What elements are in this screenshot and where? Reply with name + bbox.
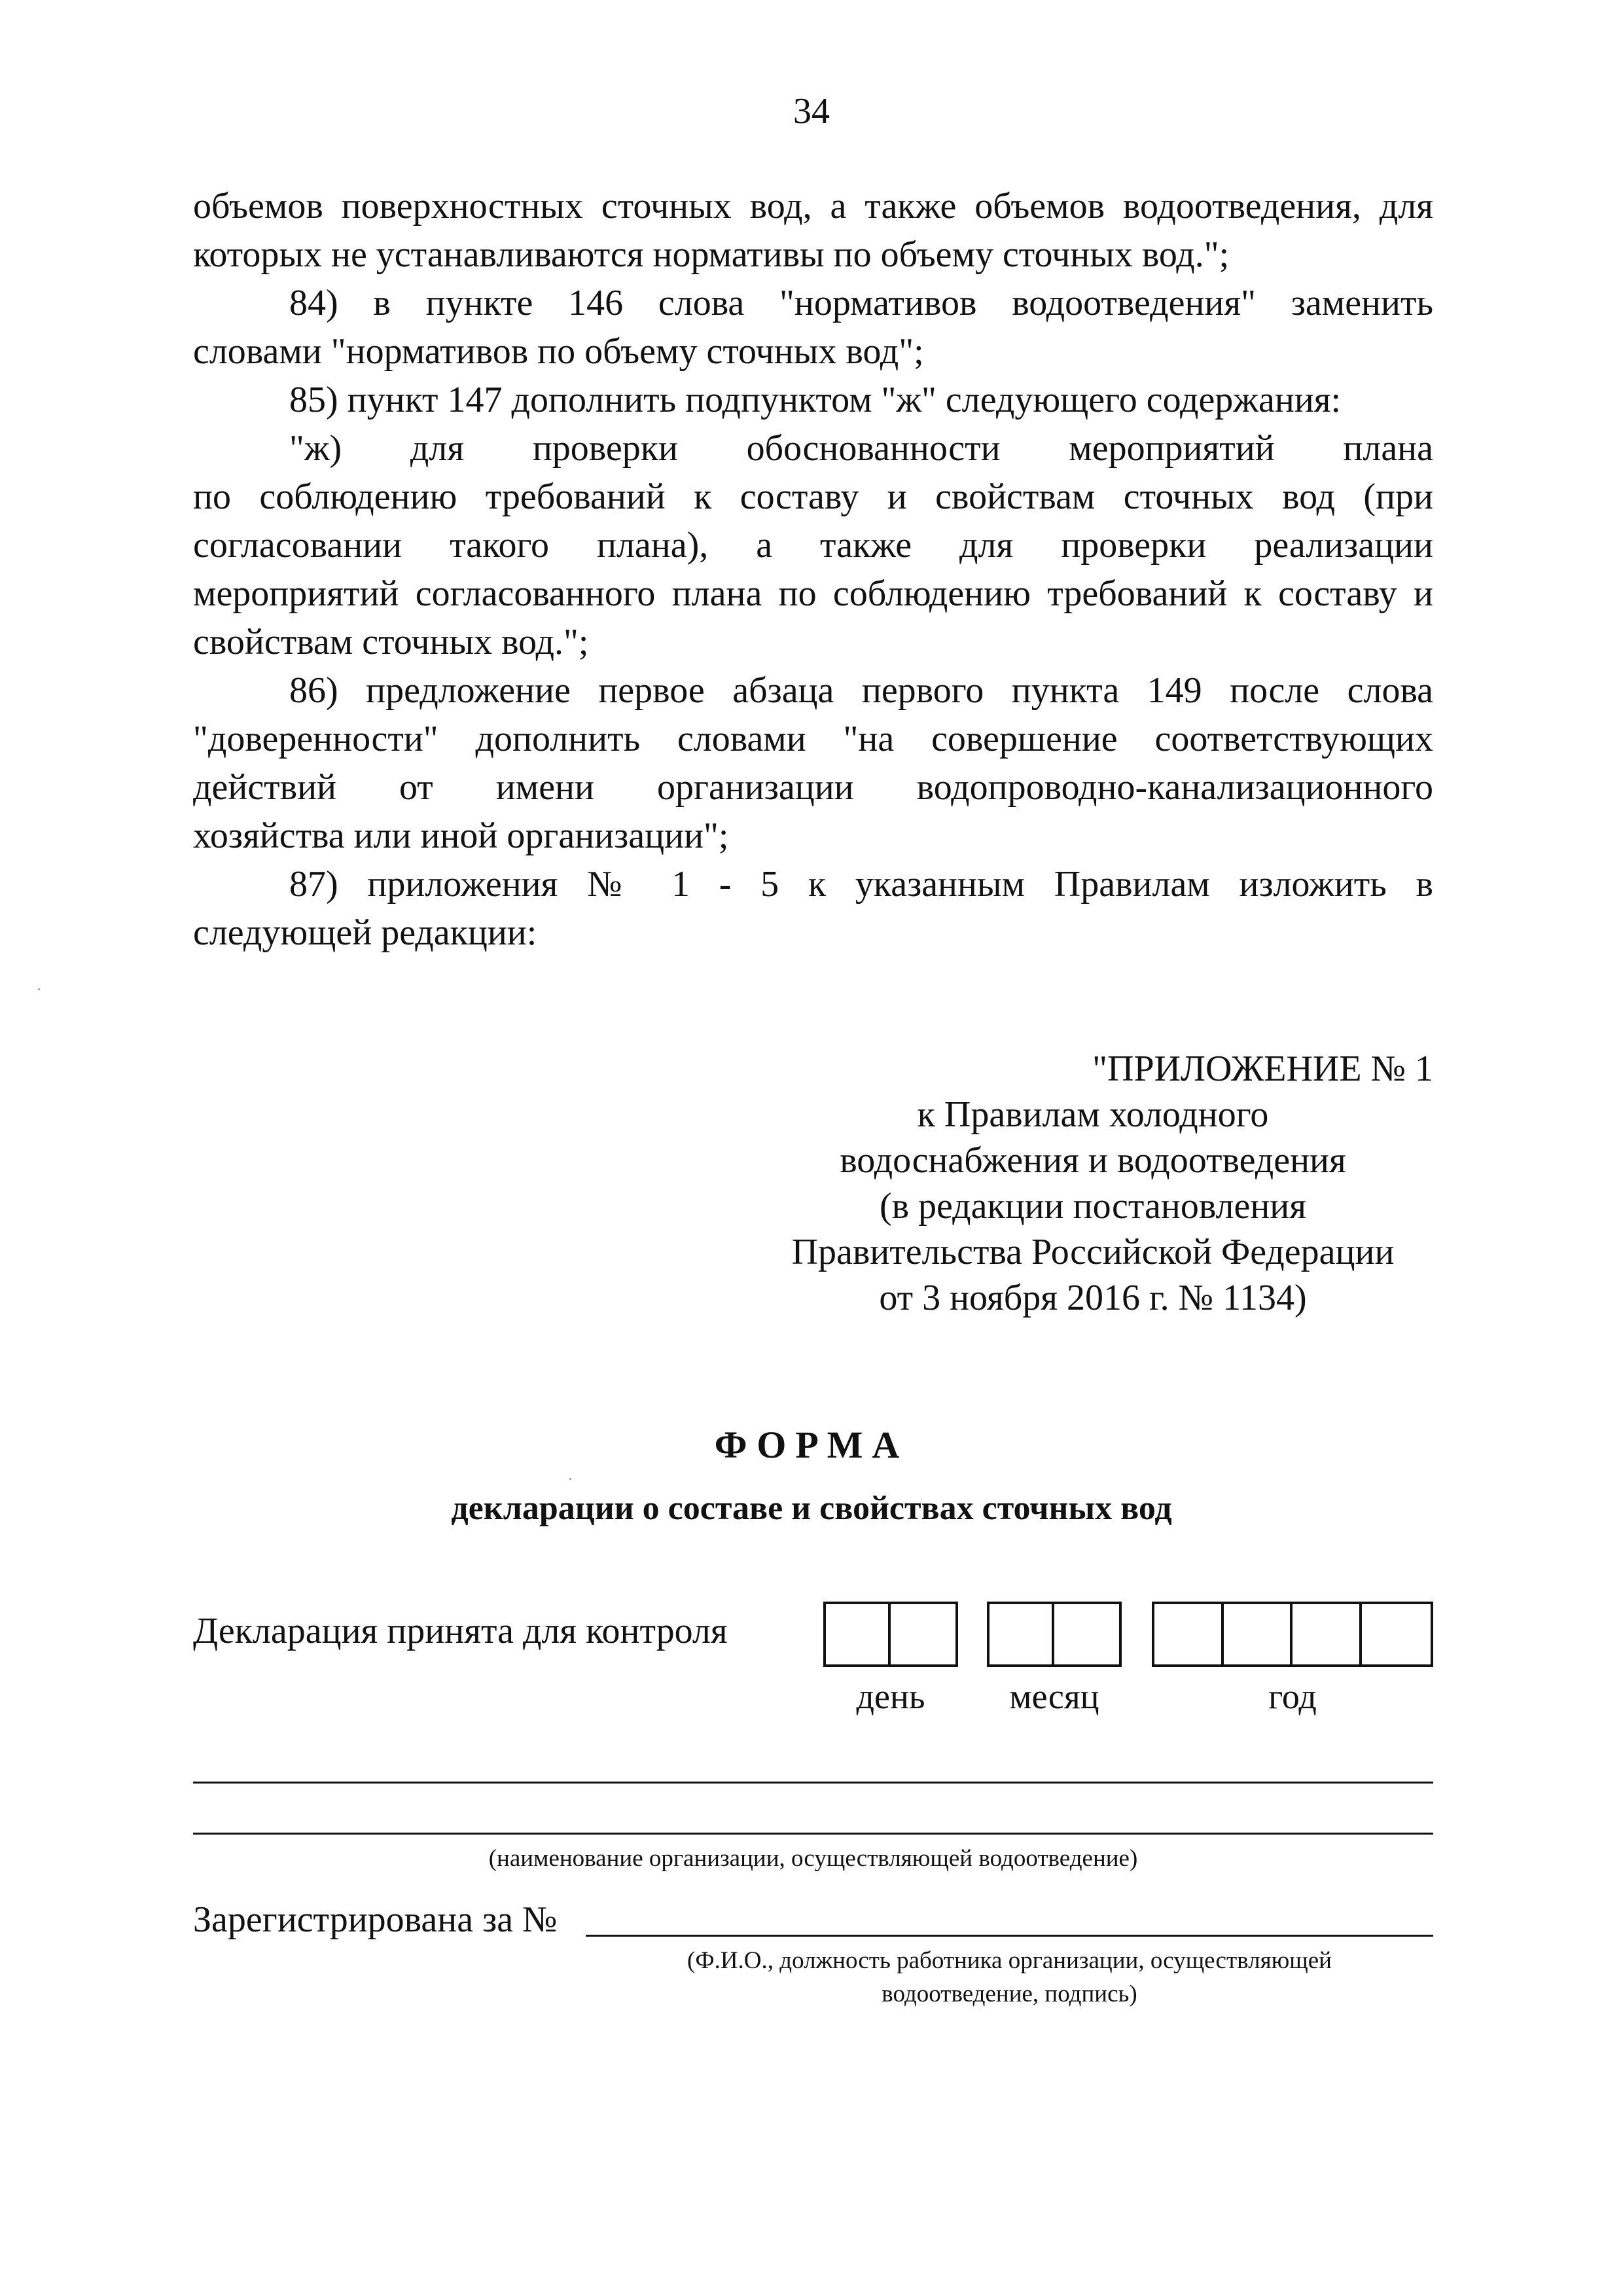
- text-line: мероприятий согласованного плана по соблюдению требований к составу и: [193, 573, 1433, 614]
- text-line: которых не устанавливаются нормативы по объему сточных вод.";: [193, 234, 1230, 275]
- page-number: 34: [793, 91, 830, 132]
- appendix-header: [753, 1046, 1433, 1321]
- text-line: словами "нормативов по объему сточных вод";: [193, 331, 924, 372]
- organization-name-line-1[interactable]: [193, 1782, 1433, 1784]
- text-line: "доверенности" дополнить словами "на совершение соответствующих: [193, 719, 1433, 759]
- day-boxes: [823, 1602, 958, 1667]
- organization-name-line-2[interactable]: [193, 1833, 1433, 1835]
- scan-speck: [569, 1478, 571, 1480]
- text-line: действий от имени организации водопроводно-канализационного: [193, 767, 1433, 808]
- month-label: месяц: [1009, 1677, 1099, 1716]
- text-line: "ж) для проверки обоснованности мероприятий плана: [289, 428, 1433, 469]
- registered-label: Зарегистрирована за №: [193, 1899, 558, 1940]
- text-line: 87) приложения № 1 - 5 к указанным Правилам изложить в: [289, 864, 1433, 905]
- appendix-line: (в редакции постановления: [879, 1186, 1307, 1227]
- year-digit-box[interactable]: [1154, 1604, 1224, 1664]
- month-digit-box[interactable]: [1054, 1604, 1119, 1664]
- appendix-title: "ПРИЛОЖЕНИЕ № 1: [1092, 1049, 1433, 1089]
- scan-speck: [38, 988, 40, 990]
- year-label: год: [1268, 1677, 1317, 1716]
- text-line: 85) пункт 147 дополнить подпунктом "ж" следующего содержания:: [289, 380, 1342, 420]
- appendix-line: Правительства Российской Федерации: [791, 1232, 1395, 1272]
- text-line: свойствам сточных вод.";: [193, 622, 589, 662]
- day-label: день: [856, 1677, 925, 1716]
- day-digit-box[interactable]: [826, 1604, 891, 1664]
- registration-number-line[interactable]: [586, 1935, 1433, 1937]
- year-digit-box[interactable]: [1224, 1604, 1293, 1664]
- appendix-line: водоснабжения и водоотведения: [840, 1140, 1346, 1181]
- text-line: 84) в пункте 146 слова "нормативов водоотведения" заменить: [289, 283, 1433, 323]
- text-line: по соблюдению требований к составу и свойствам сточных вод (при: [193, 476, 1433, 517]
- appendix-line: от 3 ноября 2016 г. № 1134): [879, 1278, 1307, 1318]
- text-line: 86) предложение первое абзаца первого пункта 149 после слова: [289, 670, 1433, 711]
- signature-caption: (Ф.И.О., должность работника организации, осуществляющей: [687, 1947, 1332, 1974]
- month-boxes: [987, 1602, 1122, 1667]
- text-line: следующей редакции:: [193, 912, 537, 953]
- text-line: хозяйства или иной организации";: [193, 816, 729, 856]
- year-digit-box[interactable]: [1362, 1604, 1431, 1664]
- day-digit-box[interactable]: [891, 1604, 955, 1664]
- appendix-line: к Правилам холодного: [917, 1094, 1269, 1135]
- month-digit-box[interactable]: [990, 1604, 1054, 1664]
- form-title: ФОРМА: [714, 1424, 909, 1466]
- organization-caption: (наименование организации, осуществляющей водоотведение): [488, 1845, 1138, 1872]
- text-line: объемов поверхностных сточных вод, а также объемов водоотведения, для: [193, 186, 1433, 226]
- year-digit-box[interactable]: [1293, 1604, 1362, 1664]
- declaration-accepted-label: Декларация принята для контроля: [193, 1611, 728, 1651]
- text-line: согласовании такого плана), а также для проверки реализации: [193, 525, 1433, 565]
- form-subtitle: декларации о составе и свойствах сточных вод: [451, 1490, 1172, 1527]
- signature-caption: водоотведение, подпись): [882, 1981, 1137, 2007]
- year-boxes: [1152, 1602, 1433, 1667]
